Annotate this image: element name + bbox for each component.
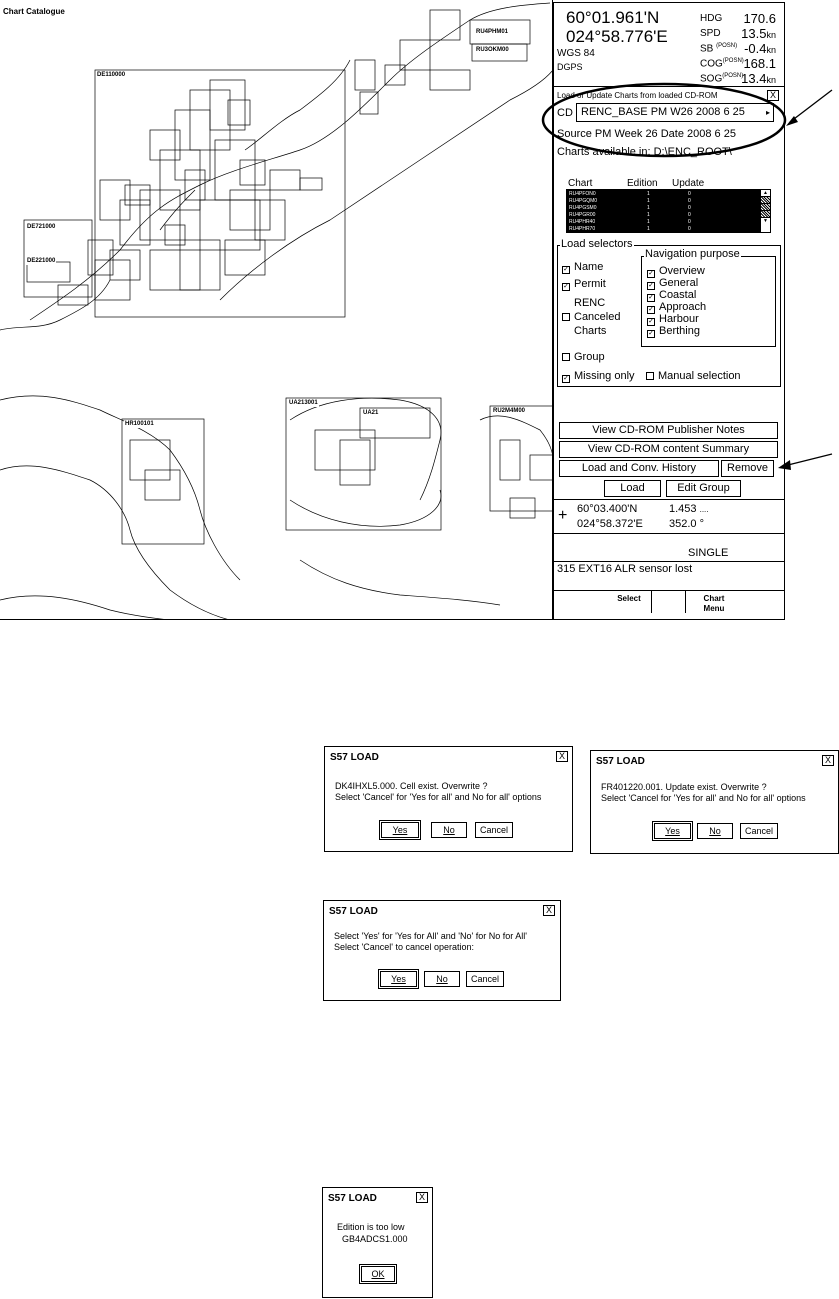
sb-readout (744, 41, 776, 56)
cell-label: RU2M4M00 (493, 408, 526, 414)
own-ship-longitude: 024°58.776'E (566, 27, 668, 46)
sog-unit: kn (766, 75, 776, 85)
alarm-message: 315 EXT16 ALR sensor lost (557, 563, 693, 575)
dialog-message: Edition is too low (337, 1222, 405, 1232)
edition-column-header: Edition (627, 178, 658, 189)
sog-value: 13.4 (741, 71, 767, 86)
cog-label (700, 58, 744, 69)
checkbox-checked-icon: ✓ (648, 306, 654, 313)
arrow-head-icon (778, 460, 791, 470)
cancel-button[interactable]: Cancel (475, 822, 513, 838)
manual-selection-label: Manual selection (658, 370, 741, 382)
yes-button[interactable] (381, 822, 419, 838)
highlight-ellipse (543, 84, 785, 156)
yes-for-all-dialog (323, 900, 561, 1001)
button-label: No (709, 826, 721, 836)
chart-catalogue-view[interactable] (0, 0, 553, 620)
cursor-crosshair-icon: + (558, 507, 568, 524)
select-softkey[interactable]: Select (617, 594, 641, 603)
cell-exist-dialog (324, 746, 573, 852)
update-exist-dialog (590, 750, 839, 854)
annotation-overlay (540, 82, 839, 502)
chart-update: 0 (688, 226, 691, 232)
source-info: Source PM Week 26 Date 2008 6 25 (557, 128, 736, 140)
own-ship-latitude: 60°01.961'N (566, 8, 660, 27)
cancel-button[interactable]: Cancel (466, 971, 504, 987)
cog-label-text: COG (700, 58, 723, 70)
dialog-message: Select 'Cancel' to cancel operation: (334, 942, 475, 952)
chart-update: 0 (688, 198, 691, 204)
checkbox-checked-icon: ✓ (648, 270, 654, 277)
softkey-label: Chart (703, 594, 725, 603)
chevron-right-icon: ▸ (765, 108, 770, 117)
permit-label: Permit (574, 278, 606, 290)
load-panel-title: Load or Update Charts from loaded CD-ROM (557, 91, 718, 100)
cell-label: DE110000 (97, 72, 126, 78)
chart-update: 0 (688, 219, 691, 225)
checkbox-checked-icon: ✓ (648, 330, 654, 337)
chart-name: RU4PGSM0 (569, 205, 597, 211)
dialog-title: S57 LOAD (328, 1193, 377, 1204)
cell-label: HR100101 (125, 421, 154, 427)
cog-ref: (POSN) (722, 58, 744, 64)
navigation-purpose-label: Navigation purpose (645, 248, 740, 260)
no-button[interactable] (697, 823, 733, 839)
spd-unit: kn (766, 30, 776, 40)
arrow-icon (790, 90, 832, 122)
chart-name: RU4PHR40 (569, 219, 596, 225)
cell-label: UA213001 (289, 400, 318, 406)
chart-edition: 1 (647, 205, 650, 211)
close-icon[interactable]: X (556, 751, 568, 762)
divider (554, 590, 784, 591)
checkbox-checked-icon: ✓ (648, 294, 654, 301)
cd-label: CD (557, 107, 573, 119)
chart-update: 0 (688, 205, 691, 211)
chart-update: 0 (688, 212, 691, 218)
chart-edition: 1 (647, 212, 650, 218)
no-button[interactable] (431, 822, 467, 838)
button-label: Yes (392, 825, 408, 835)
sb-value: -0.4 (744, 41, 767, 56)
sb-label-text: SB (700, 43, 714, 55)
button-label: Yes (665, 826, 680, 836)
chart-edition: 1 (647, 198, 650, 204)
dialog-message: GB4ADCS1.000 (342, 1234, 408, 1244)
purpose-label: Approach (659, 301, 707, 313)
divider (554, 561, 784, 562)
dialog-title: S57 LOAD (329, 906, 378, 917)
sb-label (700, 43, 737, 54)
nav-data-box (554, 3, 784, 87)
sog-label-text: SOG (700, 73, 723, 85)
dialog-title: S57 LOAD (330, 752, 379, 763)
chart-update: 0 (688, 191, 691, 197)
cell-label: RU4PHM01 (476, 29, 509, 35)
divider (685, 591, 686, 613)
datum: WGS 84 (557, 48, 595, 59)
spd-readout (741, 26, 776, 41)
cursor-range (669, 503, 708, 515)
dialog-title: S57 LOAD (596, 756, 645, 767)
sog-ref: (POSN) (722, 73, 744, 79)
charts-label: Charts (574, 325, 607, 337)
load-history-button[interactable]: Load and Conv. History (559, 460, 719, 477)
softkey-label: Menu (703, 604, 725, 613)
cell-label: RU3OKM00 (476, 47, 509, 53)
ok-button[interactable] (361, 1266, 395, 1282)
cursor-bearing: 352.0 ° (669, 518, 704, 530)
spd-label: SPD (700, 28, 721, 39)
checkbox-checked-icon: ✓ (648, 318, 654, 325)
cursor-range-value: 1.453 (669, 503, 697, 515)
edition-too-low-dialog (322, 1187, 433, 1298)
charts-available-path: Charts available in: D:\ENC_ROOT\ (557, 146, 732, 158)
canceled-label: Canceled (574, 311, 621, 323)
checkbox-checked-icon: ✓ (563, 283, 569, 290)
dialog-message: FR401220.001. Update exist. Overwrite ? (601, 782, 767, 792)
sb-ref: (POSN) (716, 43, 738, 49)
chart-edition: 1 (647, 191, 650, 197)
scroll-up-icon[interactable]: ▲ (761, 190, 770, 197)
purpose-label: General (659, 277, 699, 289)
purpose-label: Berthing (659, 325, 700, 337)
yes-button[interactable] (380, 971, 417, 987)
view-publisher-notes-button[interactable]: View CD-ROM Publisher Notes (559, 422, 778, 439)
cell-label: UA21 (363, 410, 379, 416)
checkbox-checked-icon: ✓ (648, 282, 654, 289)
edit-group-button[interactable]: Edit Group (666, 480, 741, 497)
cancel-button[interactable]: Cancel (740, 823, 778, 839)
chart-edition: 1 (647, 219, 650, 225)
cell-label: DE221000 (27, 258, 56, 264)
update-column-header: Update (672, 178, 705, 189)
chart-edition: 1 (647, 226, 650, 232)
load-selectors-label: Load selectors (561, 238, 633, 250)
divider (651, 591, 652, 613)
purpose-label: Harbour (659, 313, 699, 325)
renc-label: RENC (574, 297, 606, 309)
button-label: Yes (391, 974, 406, 984)
hdg-label: HDG (700, 13, 723, 24)
close-icon[interactable]: X (822, 755, 834, 766)
cursor-mode: SINGLE (688, 547, 729, 559)
cog-value: 168.1 (743, 56, 776, 71)
checkbox-checked-icon: ✓ (563, 266, 569, 273)
button-label: No (443, 825, 455, 835)
divider (554, 533, 784, 534)
chart-name: RU4PGR00 (569, 212, 596, 218)
chart-catalogue-map (0, 0, 553, 620)
remove-button[interactable]: Remove (721, 460, 774, 477)
view-content-summary-button[interactable]: View CD-ROM content Summary (559, 441, 778, 458)
missing-only-label: Missing only (574, 370, 635, 382)
purpose-label: Overview (659, 265, 705, 277)
chart-name: RU4PGQM0 (569, 198, 598, 204)
dialog-message: Select 'Cancel' for 'Yes for all' and No for all' options (335, 792, 542, 802)
cd-selected-value: RENC_BASE PM W26 2008 6 25 (581, 106, 745, 118)
load-button[interactable]: Load (604, 480, 661, 497)
cursor-latitude: 60°03.400'N (577, 503, 638, 515)
spd-value: 13.5 (741, 26, 767, 41)
close-icon[interactable]: X (767, 90, 779, 101)
button-label: No (436, 974, 448, 984)
name-label: Name (574, 261, 604, 273)
cursor-range-unit: .... (699, 505, 709, 514)
scroll-down-icon[interactable]: ▼ (763, 218, 768, 224)
position-source: DGPS (557, 62, 583, 72)
purpose-label: Coastal (659, 289, 697, 301)
dialog-message: Select 'Cancel for 'Yes for all' and No for all' options (601, 793, 806, 803)
yes-button[interactable] (654, 823, 691, 839)
dialog-message: Select 'Yes' for 'Yes for All' and 'No' for No for All' (334, 931, 527, 941)
close-icon[interactable]: X (416, 1192, 428, 1203)
chart-column-header: Chart (568, 178, 593, 189)
dialog-message: DK4IHXL5.000. Cell exist. Overwrite ? (335, 781, 488, 791)
chart-menu-softkey[interactable] (689, 594, 739, 614)
chart-name: RU4PFON0 (569, 191, 596, 197)
cursor-longitude: 024°58.372'E (577, 518, 643, 530)
hdg-value: 170.6 (743, 11, 776, 26)
no-button[interactable] (424, 971, 460, 987)
arrow-icon (784, 454, 832, 466)
cell-label: DE721000 (27, 224, 56, 230)
group-label: Group (574, 351, 605, 363)
sb-unit: kn (766, 45, 776, 55)
checkbox-checked-icon: ✓ (563, 375, 569, 382)
close-icon[interactable]: X (543, 905, 555, 916)
chart-catalogue-title: Chart Catalogue (3, 7, 65, 16)
chart-name: RU4PHR70 (569, 226, 596, 232)
button-label: OK (371, 1269, 385, 1279)
